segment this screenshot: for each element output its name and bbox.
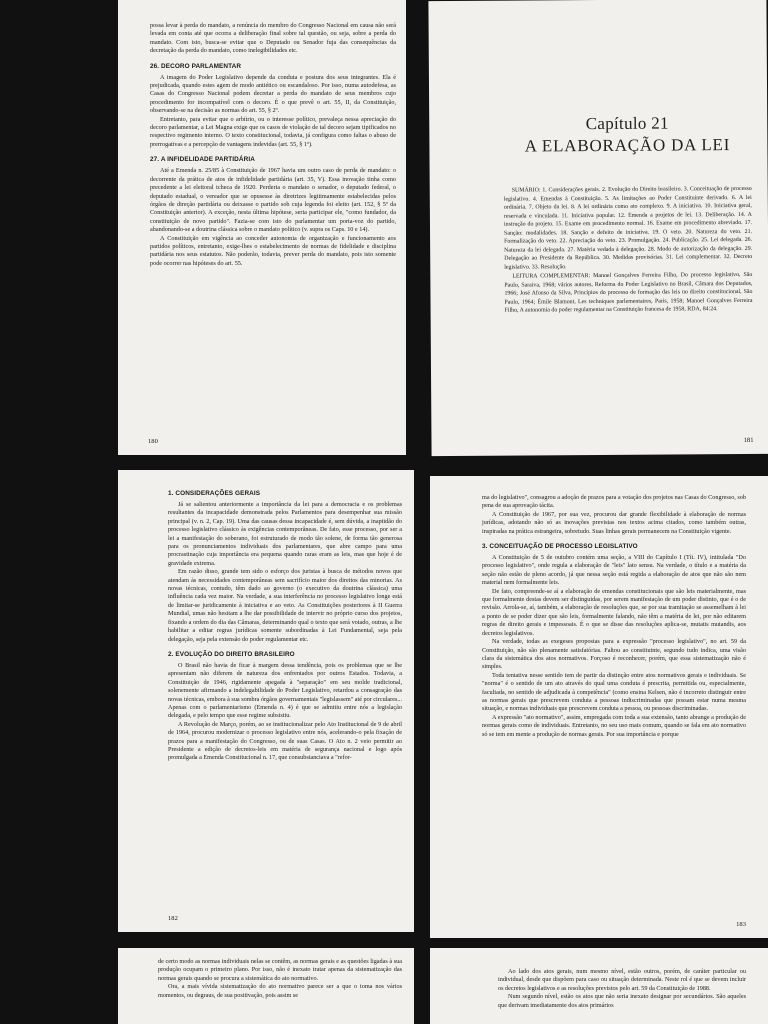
page-number: 180 bbox=[148, 438, 158, 445]
paragraph: ma do legislativo", consagrou a adoção de prazos para a votação dos projetos nas Casas do Congresso, sob pena de sua aprovação tácita. bbox=[482, 494, 746, 510]
page-183 bbox=[430, 476, 768, 938]
body-text bbox=[168, 662, 402, 763]
paragraph: A imagem do Poder Legislativo depende da conduta e postura dos seus integrantes. Ela é prejudicada, quando estes agem de modo antiético ou escandaloso. Por isso, numa autodefesa, as Casas do Congresso Nacional podem decretar a perda do mandato de seus membros cujo procedimento for incompatível com o decoro. É o que prevê o art. 55, II, da Constituição, observando-se na decisão as normas do art. 55, § 2º. bbox=[150, 73, 396, 115]
paragraph: Até a Emenda n. 25/85 à Constituição de 1967 havia um outro caso de perda de mandato: o decorrente da prática de atos de infidelidade partidária (art. 35, V). Essa inovação tinha como precedente a lei eleitoral tcheca de 1920. Perderia o mandato o senador, o deputado federal, o deputado estadual, o vereador que se opusesse às diretrizes legitimamente estabelecidas pelos órgãos de direção partidária ou deixasse o partido sob cuja legenda foi eleito (art. 152, § 5º da Constituição anterior). A exceção, nesta última hipótese, seria participar ele, "como fundador, da constituição de novo partido". Fazia-se com isto do parlamentar um porta-voz do partido, abandonando-se a doutrina clássica sobre o mandato político (v. supra os Caps. 10 e 14). bbox=[150, 167, 396, 234]
section-heading-1: 1. CONSIDERAÇÕES GERAIS bbox=[168, 490, 261, 497]
body-text bbox=[150, 167, 396, 268]
chapter-heading bbox=[503, 113, 751, 157]
section-heading-2: 2. EVOLUÇÃO DO DIREITO BRASILEIRO bbox=[168, 650, 295, 658]
body-text bbox=[150, 22, 396, 56]
paragraph: Ora, a mais vívida sistematização do ato normativo parece ser a que o toma nos vários momentos, ou degraus, de sua positivação, pois assim se bbox=[158, 983, 402, 999]
paragraph: Na verdade, todas as exegeses propostas para a expressão "processo legislativo", no art. 59 da Constituição, não são plenamente satisfatórias. Faltou ao constituinte, segundo tudo indica, uma visão clara da sistemática dos atos normativos. Forçoso é reconhecer, porém, que essa sistematização não é simples. bbox=[482, 638, 746, 671]
section-heading-26: 26. DECORO PARLAMENTAR bbox=[150, 62, 242, 70]
page-182 bbox=[118, 470, 414, 932]
chapter-label: Capítulo 21 bbox=[585, 113, 669, 134]
page-number: 183 bbox=[736, 921, 746, 928]
body-text bbox=[498, 968, 746, 1010]
body-text bbox=[158, 958, 402, 1000]
paragraph: possa levar à perda do mandato, a renúncia do membro do Congresso Nacional em causa não será levada em conta até que ocorra a deliberação final sobre tal questão, ou seja, sobre a perda do mandato. Com isto, busca-se evitar que o Deputado ou Senador fuja das consequências da decretação da perda do mandato, como inelegibilidades etc. bbox=[150, 22, 396, 55]
body-text bbox=[150, 74, 396, 150]
paragraph: Entretanto, para evitar que o arbítrio, ou o interesse político, prevaleça nessa apreciação do decoro parlamentar, a Lei Magna exige que os casos de violação de tal decoro sejam tipificados no respectivo regimento interno. O texto constitucional, todavia, já configura como faltas o abuso de prerrogativas e a percepção de vantagens indevidas (art. 55, § 1º). bbox=[150, 115, 396, 148]
paragraph: O Brasil não havia de ficar à margem dessa tendência, pois os problemas que se lhe apresentam não diferem de natureza dos enfrentados por outros Estados. Todavia, a Constituição de 1946, rigidamente apegada à "separação" em seu molde tradicional, solenemente afirmando a indelegabilidade do Poder Legislativo, retardou a consagração das novas técnicas, embora à sua sombra órgãos governamentais "legislassem" até por circulares... Apenas com o parlamentarismo (Emenda n. 4) é que se admitiu entre nós a legislação delegada, e pelo tempo que esse regime subsistiu. bbox=[168, 661, 402, 720]
paragraph: A Constituição de 5 de outubro contém uma seção, a VIII do Capítulo I (Tít. IV), intitulada "Do processo legislativo", onde regula a elaboração de "leis" lato sensu. Na verdade, o título e a matéria da seção não estão de pleno acordo, já que nessa seção está regida a elaboração de atos que não são nem material nem formalmente leis. bbox=[482, 554, 746, 587]
page-number: 182 bbox=[168, 915, 178, 922]
paragraph: Toda tentativa nesse sentido tem de partir da distinção entre atos normativos gerais e individuais. Se "norma" é o sentido de um ato através do qual uma conduta é prescrita, permitida ou, especialmente, facultada, no sentido de adjudicada à competência" (como ensina Kelsen, não é incorreto distinguir entre as normas gerais que prescrevem conduta a pessoas indiscriminadas que possam estar numa mesma situação, e normas individuais que prescrevem conduta a pessoa, ou pessoas discriminadas. bbox=[482, 671, 746, 713]
section-heading-27: 27. A INFIDELIDADE PARTIDÁRIA bbox=[150, 156, 255, 164]
paragraph: Ao lado dos atos gerais, num mesmo nível, estão outros, porém, de caráter particular ou individual, desde que dispõem para caso ou situação determinada. Neste rol é que se devem incluir os decretos legislativos e as resoluções previstos pelo art. 59 da Constituição de 1988. bbox=[498, 968, 746, 992]
paragraph: Em razão disso, grande tem sido o esforço dos juristas à busca de métodos novos que atendam às necessidades contemporâneas sem sacrifício maior dos direitos das minorias. As novas técnicas, contudo, têm dado ao governo (o executivo da doutrina clássica) uma influência cada vez maior. Na verdade, a sua interferência no processo legislativo longe está de limitar-se juridicamente à iniciativa e ao veto. As Constituições posteriores à II Guerra Mundial, umas não hesitam a lhe dar possibilidade de intervir no próprio curso dos projetos, fixando a ordem do dia das Câmaras, determinando qual o texto que será votado, outras, a lhe habilitar a editar regras jurídicas somente subordinadas à Lei Fundamental, seja pela delegação, seja pela extensão do poder regulamentar etc. bbox=[168, 568, 402, 643]
paragraph: Já se salientou anteriormente a importância da lei para a democracia e os problemas resultantes da incapacidade demonstrada pelos Parlamentos para desempenhar sua missão principal (v. n. 2, Cap. 19). Uma das causas dessa incapacidade é, sem dúvida, a inaptidão do processo legislativo clássico às exigências contemporâneas. De fato, esse processo, por ser a lei a manifestação do soberano, foi estruturado de modo tão solene, de forma tão generosa para os pronunciamentos individuais dos parlamentares, que abre campo para uma procrastinação cuja importância era pequena quando raras eram as leis, mas que hoje é de gravidade extrema. bbox=[168, 501, 402, 567]
summary-text: SUMÁRIO: 1. Considerações gerais. 2. Evolução do Direito brasileiro. 3. Conceituação de processo legislativo. 4. Emendas à Constituição. 5. As limitações ao Poder Constituinte derivado. 6. A lei ordinária. 7. Objeto da lei. 8. A lei ordinária como ato complexo. 9. A iniciativa. 10. Iniciativa geral, reservada e vinculada. 11. Iniciativa popular. 12. Emenda a projetos de lei. 13. Deliberação. 14. A instrução do projeto. 15. Exame em procedimento normal. 16. Exame em procedimento abreviado. 17. Sanção: modalidades. 18. Sanção e defeito de iniciativa. 19. O veto. 20. Natureza do veto. 21. Formalização do veto. 22. Apreciação do veto. 23. Promulgação. 24. Publicação. 25. Lei delegada. 26. Natureza da lei delegada. 27. Matéria vedada à delegação. 28. Modo de autorização da delegação. 29. Delegação ao Presidente da República. 30. Medidas provisórias. 31. Lei complementar. 32. Decreto legislativo. 33. Resolução. bbox=[503, 185, 753, 271]
paragraph: A Constituição de 1967, por sua vez, procurou dar grande flexibilidade à elaboração de normas jurídicas, adotando não só as inovações previstas nos textos acima citados, como também outras, inspiradas na prática estrangeira, sobretudo. Suas linhas gerais permanecem na Constituição vigente. bbox=[482, 510, 746, 535]
paragraph: de certo modo as normas individuais nelas se contêm, as normas gerais e as questões ligadas à sua produção ocupam o primeiro plano. Por isso, não é inexato tratar apenas da sistematização das normas gerais quando se procura a sistemática do ato normativo. bbox=[158, 958, 402, 982]
page-184 bbox=[118, 948, 414, 1024]
chapter-summary bbox=[504, 185, 753, 315]
paragraph: A Constituição em vigência ao conceder autonomia de organização e funcionamento aos partidos políticos, entretanto, exige-lhes o estabelecimento de normas de fidelidade e disciplina partidária nos seus estatutos. Não poderão, todavia, prever perda do mandato, pois isto somente pode ocorrer nas hipóteses do art. 55. bbox=[150, 234, 396, 267]
section-heading-3: 3. CONCEITUAÇÃO DE PROCESSO LEGISLATIVO bbox=[482, 543, 638, 551]
page-181 bbox=[428, 0, 768, 456]
paragraph: Num segundo nível, estão os atos que não seria inexato designar por secundários. São aqueles que derivam imediatamente dos atos primários bbox=[498, 993, 746, 1009]
body-text bbox=[482, 494, 746, 536]
paragraph: De fato, compreende-se aí a elaboração de emendas constitucionais que são leis materialmente, mas que formalmente destas devem ser distinguidas, por serem manifestação de um poder distinto, que é o de revisão. Arrola-se, aí, também, a elaboração de resoluções que, se por sua tramitação se assemelham à lei a ponto de se poder dizer que são leis, formalmente falando, não têm a matéria de lei, por não editarem regras de direito gerais e impessoais. É o que se disse das resoluções aplica-se, mutatis mutandis, aos decretos legislativos. bbox=[482, 587, 746, 637]
reading-list: LEITURA COMPLEMENTAR: Manoel Gonçalves Ferreira Filho, Do processo legislativo, São Paulo, Saraiva, 1968; vários autores, Reforma do Poder Legislativo no Brasil, Câmara dos Deputados, 1966; José Afonso da Silva, Princípios do processo de formação das leis no direito constitucional, São Paulo, 1964; Émile Blamont, Les techniques parlementaires, Paris, 1958; Manoel Gonçalves Ferreira Filho, A autonomia do poder regulamentar na Constituição francesa de 1958, RDA, 84:24. bbox=[504, 271, 753, 314]
page-number: 181 bbox=[743, 436, 754, 444]
paragraph: A Revolução de Março, porém, ao se institucionalizar pelo Ato Institucional de 9 de abril de 1964, procurou modernizar o processo legislativo entre nós, acelerando-o pela fixação de prazos para a manifestação do Congresso, ou de suas Casas. O Ato n. 2 veio permitir ao Presidente a edição de decretos-leis em matéria de segurança nacional e logo após promulgada a Emenda Constitucional n. 17, que consubstanciava a "refor- bbox=[168, 720, 402, 762]
page-185 bbox=[430, 948, 768, 1024]
paragraph: A expressão "ato normativo", assim, empregada com toda a sua extensão, tanto abrange a produção de normas gerais como de individuais. Entretanto, no seu uso mais comum, quando se fala em ato normativo só se tem em mente a produção de normas gerais. Por sua importância e porque bbox=[482, 713, 746, 738]
body-text bbox=[168, 501, 402, 644]
page-180 bbox=[118, 0, 406, 455]
chapter-title: A ELABORAÇÃO DA LEI bbox=[524, 135, 731, 156]
body-text bbox=[482, 554, 746, 739]
